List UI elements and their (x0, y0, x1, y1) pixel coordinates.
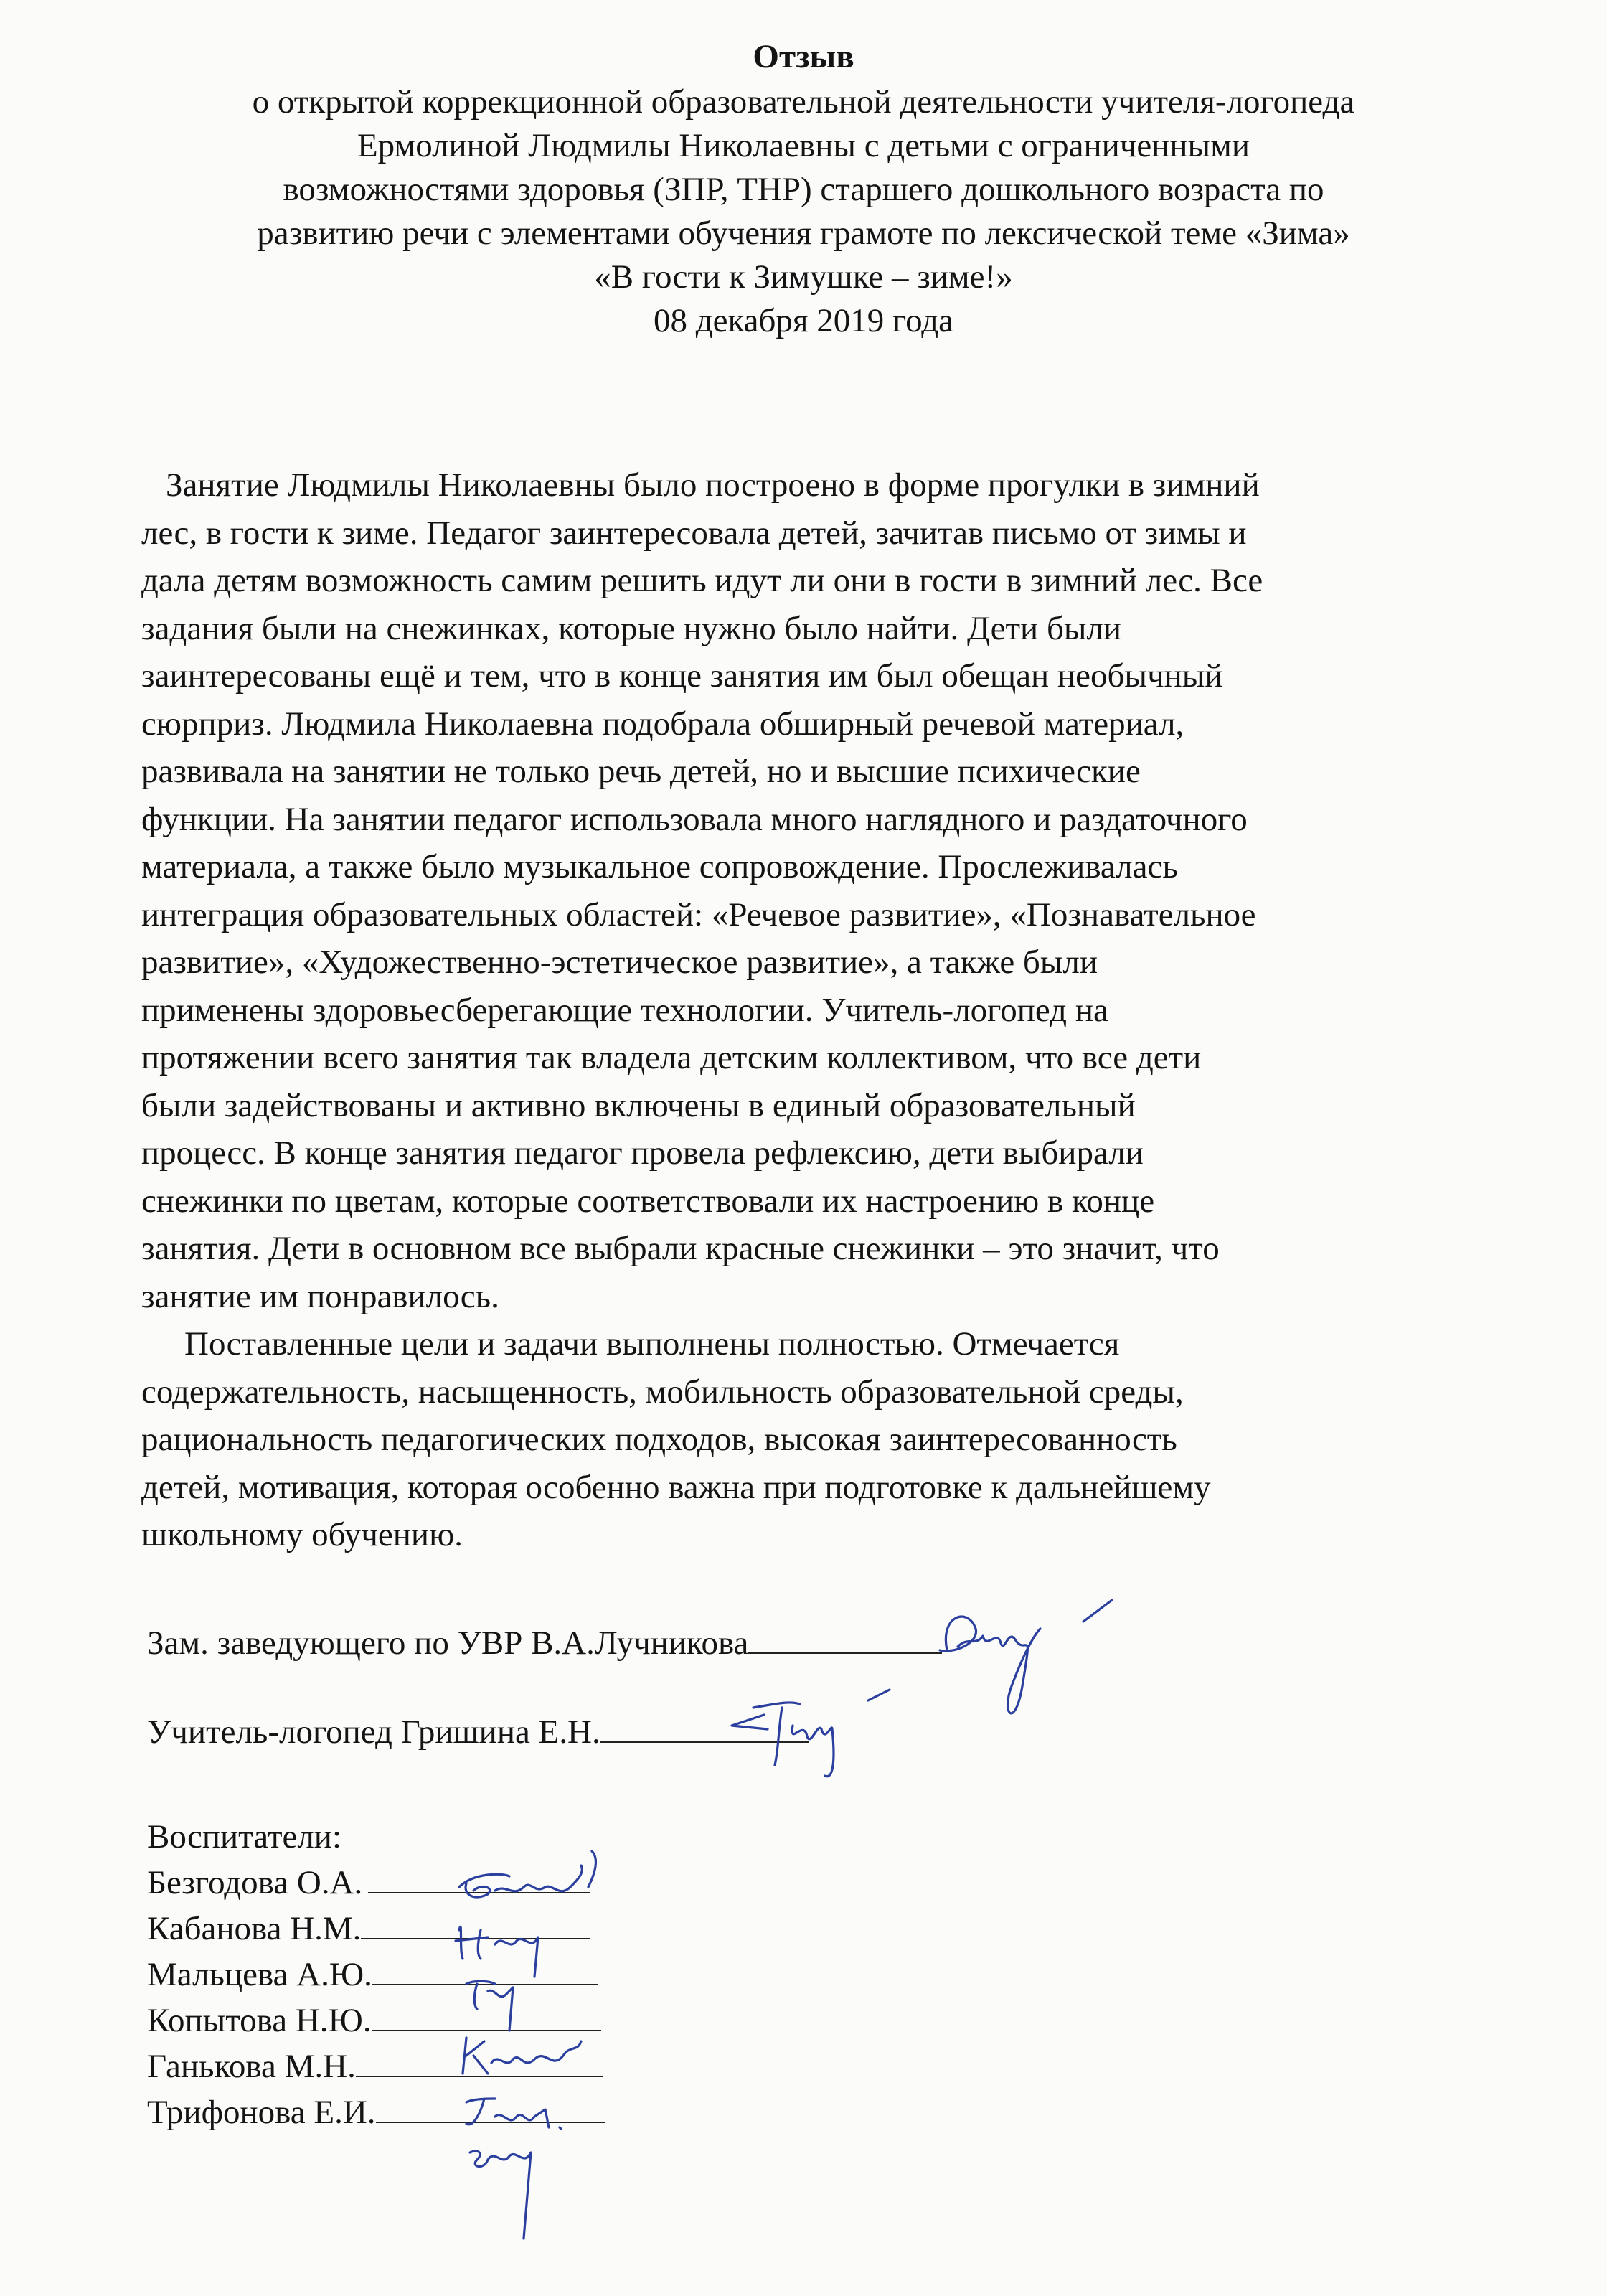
subtitle-line: развитию речи с элементами обучения грамоте по лексической теме «Зима» (257, 215, 1350, 252)
document-header (0, 35, 1607, 343)
subtitle-line: о открытой коррекционной образовательной деятельности учителя-логопеда (252, 83, 1355, 121)
signer-name: Кабанова Н.М. (147, 1910, 362, 1947)
body-line: Занятие Людмилы Николаевны было построено в форме прогулки в зимний (166, 466, 1260, 504)
signer-name: Безгодова О.А. (147, 1864, 363, 1901)
signature-deputy (147, 1620, 942, 1666)
body-line: материала, а также было музыкальное сопровождение. Прослеживалась (141, 848, 1178, 885)
handwritten-signature-deputy (925, 1586, 1177, 1772)
signer-name: Мальцева А.Ю. (147, 1956, 372, 1993)
signer-name: Копытова Н.Ю. (147, 2002, 372, 2039)
body-line: детей, мотивация, которая особенно важна при подготовке к дальнейшему (141, 1468, 1211, 1506)
body-line: Поставленные цели и задачи выполнены полностью. Отмечается (184, 1325, 1120, 1363)
body-line: занятие им понравилось. (141, 1277, 499, 1315)
signer-name: Учитель-логопед Гришина Е.Н. (147, 1713, 600, 1751)
body-line: рациональность педагогических подходов, высокая заинтересованность (141, 1421, 1177, 1458)
body-line: задания были на снежинках, которые нужно было найти. Дети были (141, 609, 1122, 647)
document-title: Отзыв (753, 38, 854, 75)
handwritten-signatures-educators (445, 1866, 703, 2296)
handwritten-signature-speech-therapist (725, 1686, 940, 1801)
signer-name: Ганькова М.Н. (147, 2048, 356, 2085)
body-line: протяжении всего занятия так владела детским коллективом, что все дети (141, 1039, 1202, 1076)
body-line: функции. На занятии педагог использовала много наглядного и раздаточного (141, 800, 1248, 838)
body-line: занятия. Дети в основном все выбрали красные снежинки – это значит, что (141, 1230, 1220, 1267)
document-date: 08 декабря 2019 года (653, 302, 954, 339)
body-line: содержательность, насыщенность, мобильность образовательной среды, (141, 1373, 1184, 1411)
review-body (141, 461, 1504, 1559)
body-line: дала детям возможность самим решить идут ли они в гости в зимний лес. Все (141, 562, 1263, 599)
body-line: развивала на занятии не только речь детей, но и высшие психические (141, 753, 1141, 790)
body-line: школьному обучению. (141, 1516, 463, 1553)
signer-name: Зам. заведующего по УВР В.А.Лучникова (147, 1624, 749, 1662)
body-line: заинтересованы ещё и тем, что в конце занятия им был обещан необычный (141, 657, 1223, 695)
body-line: развитие», «Художественно-эстетическое развитие», а также были (141, 944, 1098, 981)
body-line: снежинки по цветам, которые соответствовали их настроению в конце (141, 1182, 1155, 1220)
body-line: процесс. В конце занятия педагог провела рефлексию, дети выбирали (141, 1134, 1144, 1172)
body-line: сюрприз. Людмила Николаевна подобрала обширный речевой материал, (141, 705, 1184, 743)
body-line: применены здоровьесберегающие технологии. Учитель-логопед на (141, 991, 1108, 1029)
body-line: лес, в гости к зиме. Педагог заинтересовала детей, зачитав письмо от зимы и (141, 514, 1247, 552)
body-line: были задействованы и активно включены в единый образовательный (141, 1086, 1136, 1124)
body-line: интеграция образовательных областей: «Речевое развитие», «Познавательное (141, 895, 1256, 933)
subtitle-line: Ермолиной Людмилы Николаевны с детьми с ограниченными (357, 127, 1250, 164)
signature-line (748, 1624, 942, 1654)
signature-speech-therapist (147, 1709, 809, 1755)
signer-name: Трифонова Е.И. (147, 2094, 376, 2131)
educators-label: Воспитатели: (147, 1818, 342, 1855)
subtitle-line: возможностями здоровья (ЗПР, ТНР) старшего дошкольного возраста по (283, 171, 1324, 208)
subtitle-line: «В гости к Зимушке – зиме!» (594, 258, 1013, 296)
